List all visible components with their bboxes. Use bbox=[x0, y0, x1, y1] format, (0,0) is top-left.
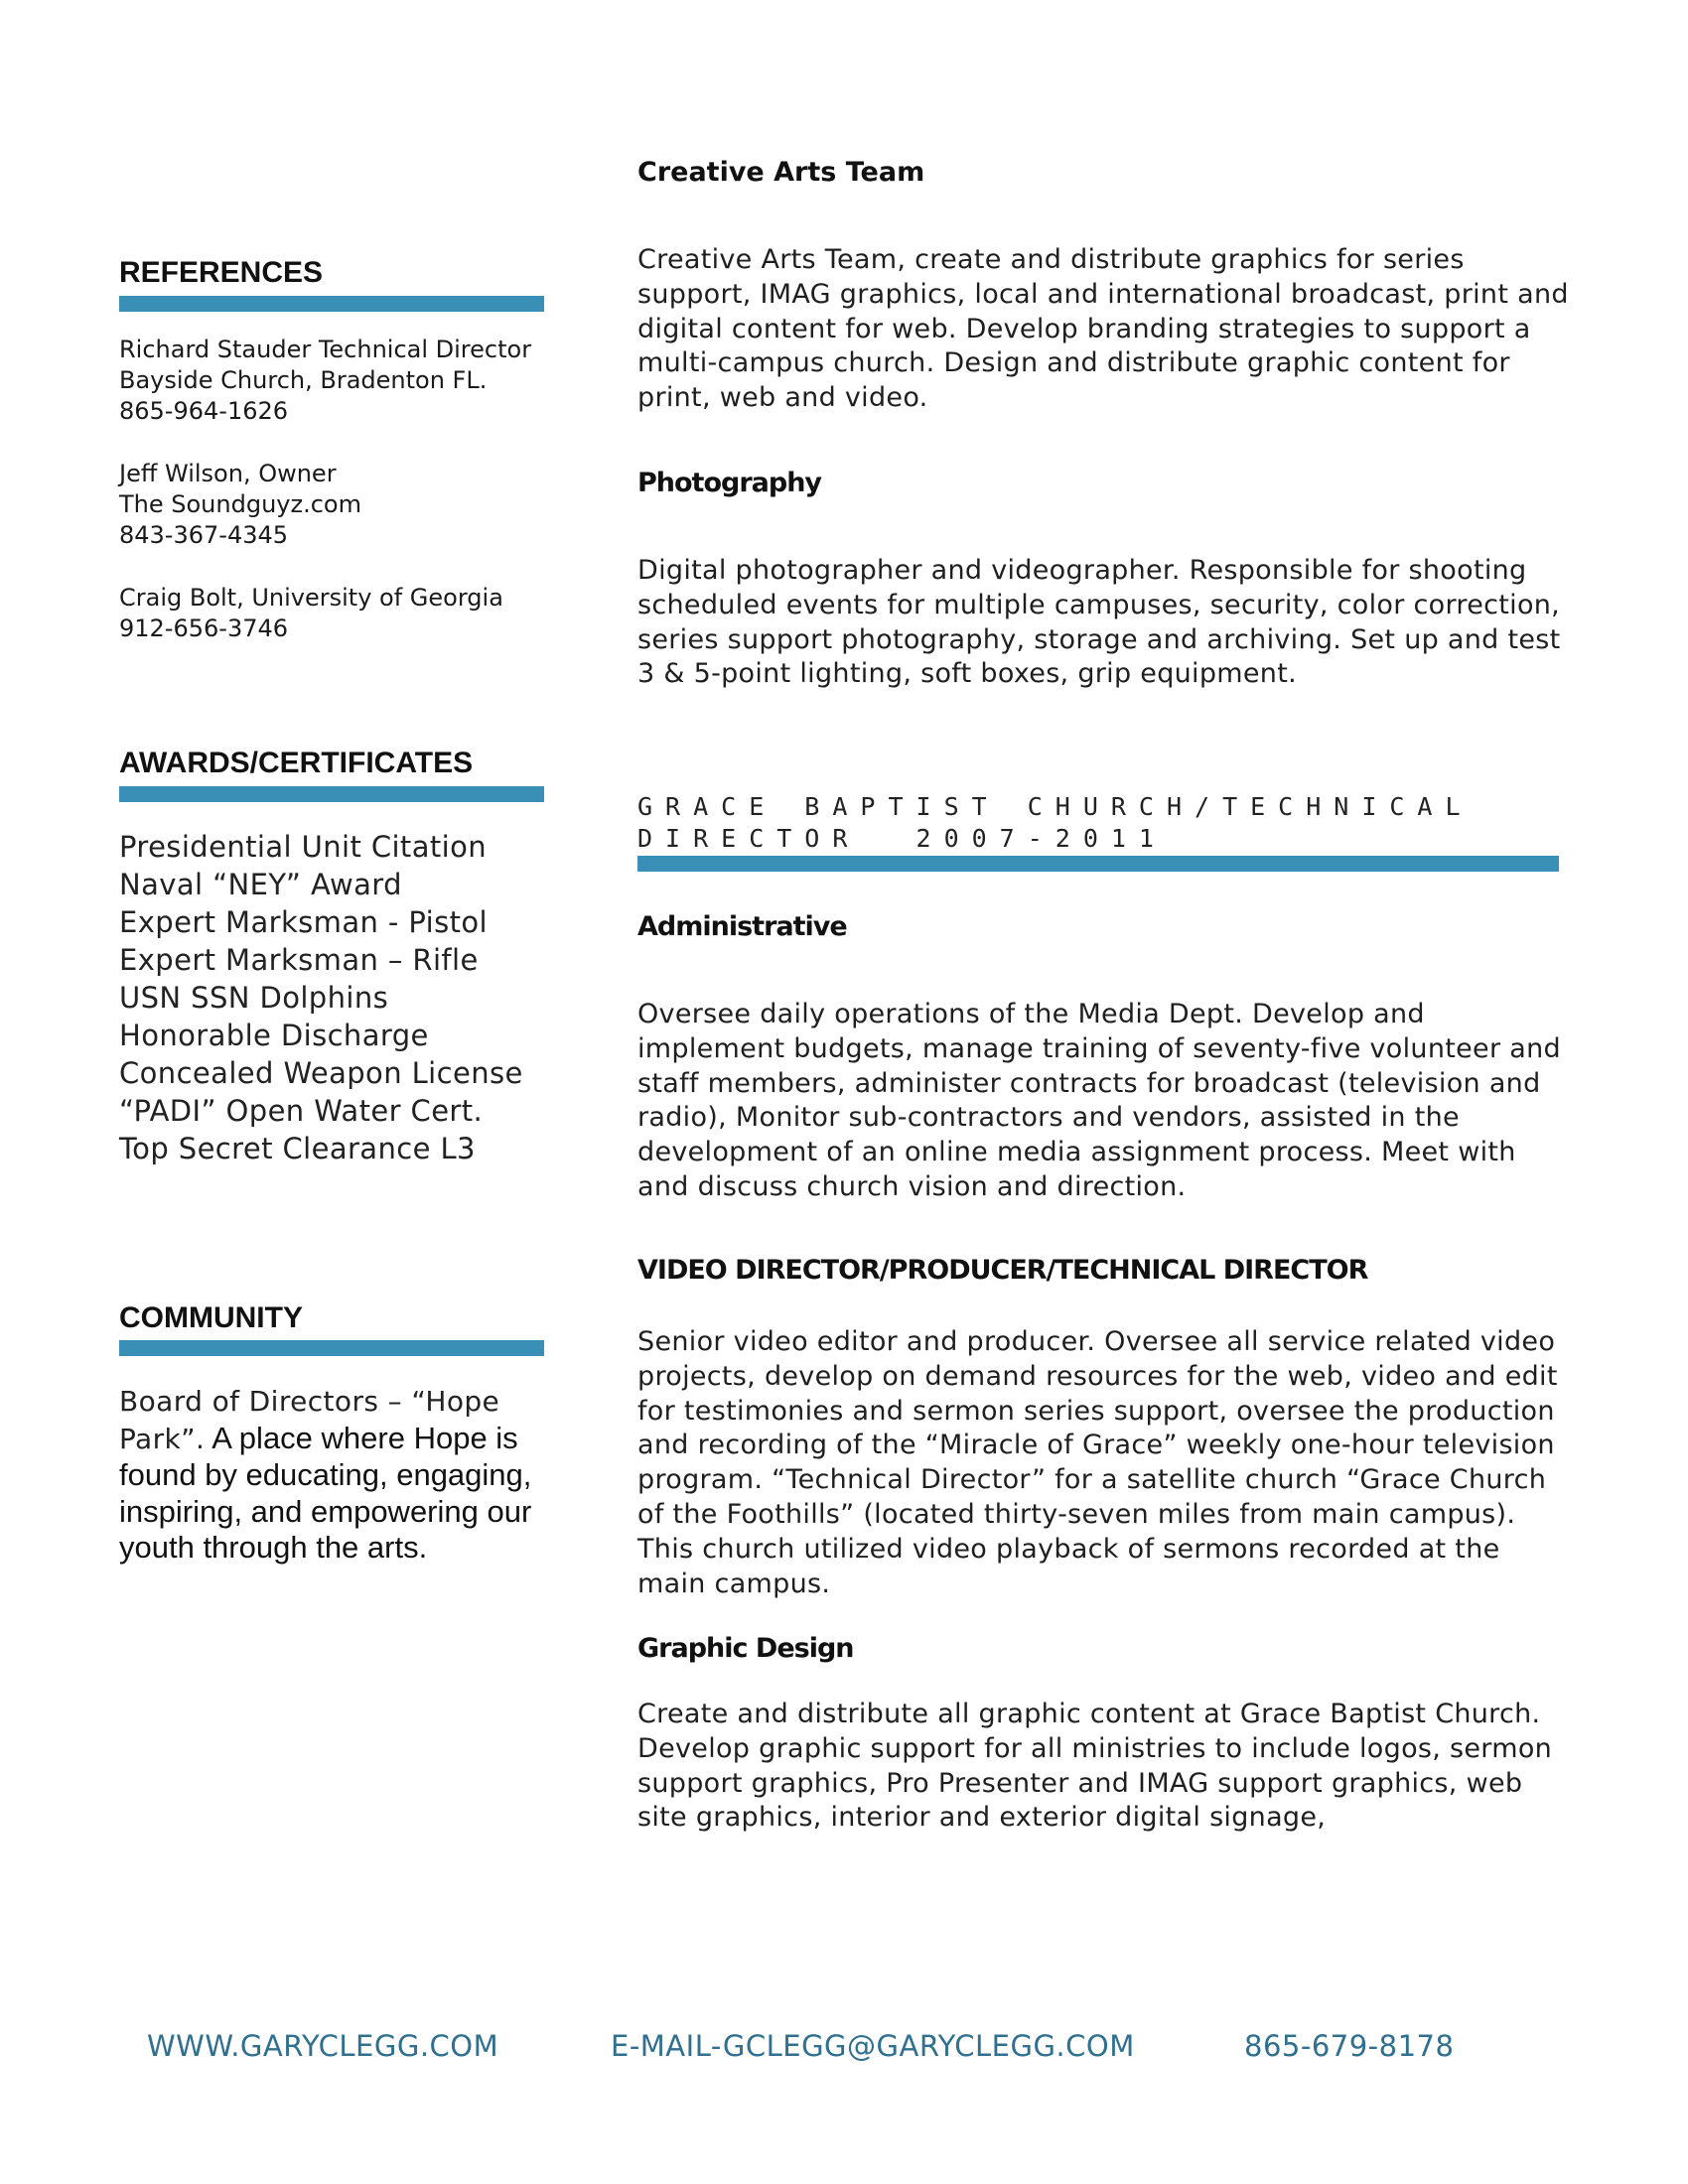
job-rule bbox=[637, 856, 1559, 872]
awards-list bbox=[119, 828, 523, 1167]
award-item: Presidential Unit Citation bbox=[119, 830, 488, 864]
award-item: Concealed Weapon License bbox=[119, 1056, 523, 1090]
reference-line: Craig Bolt, University of Georgia bbox=[119, 584, 503, 612]
references-list bbox=[119, 335, 531, 644]
reference-line: Richard Stauder Technical Director bbox=[119, 336, 532, 363]
footer-phone[interactable]: 865-679-8178 bbox=[1244, 2029, 1455, 2063]
reference-spacer bbox=[119, 427, 531, 459]
job-title-line: DIRECTOR 2007-2011 bbox=[637, 824, 1167, 853]
creative-arts-heading: Creative Arts Team bbox=[637, 157, 925, 188]
job-title-line: GRACE BAPTIST CHURCH/TECHNICAL bbox=[637, 792, 1474, 821]
reference-line: Bayside Church, Bradenton FL. bbox=[119, 366, 488, 394]
community-role: Board of Directors – “Hope Park”. bbox=[119, 1385, 500, 1455]
award-item: Naval “NEY” Award bbox=[119, 868, 402, 901]
graphic-design-body: Create and distribute all graphic content at Grace Baptist Church. Develop graphic support for all ministries to include logos, sermon support graphics, Pro Presenter and IMAG support graphics, web site graphics, interior and exterior digital signage, bbox=[637, 1699, 1553, 1834]
administrative-body: Oversee daily operations of the Media Dept. Develop and implement budgets, manage training of seventy-five volunteer and staff members, administer contracts for broadcast (television and radio), Monitor sub-contractors and vendors, assisted in the development of an online media assignment process. Meet with and discuss church vision and direction. bbox=[637, 999, 1561, 1202]
photography-body: Digital photographer and videographer. Responsible for shooting scheduled events for multiple campuses, security, color correction, series support photography, storage and archiving. Set up and test 3 & 5-point lighting, soft boxes, grip equipment. bbox=[637, 555, 1561, 690]
award-item: Expert Marksman – Rifle bbox=[119, 943, 479, 977]
creative-arts-body: Creative Arts Team, create and distribute graphics for series support, IMAG graphics, local and international broadcast, print and digital content for web. Develop branding strategies to support a multi-campus church. Design and distribute graphic content for print, web and video. bbox=[637, 244, 1569, 414]
footer-email[interactable]: E-MAIL-GCLEGG@GARYCLEGG.COM bbox=[611, 2029, 1135, 2063]
reference-line: 843-367-4345 bbox=[119, 521, 289, 549]
community-heading: COMMUNITY bbox=[119, 1301, 303, 1334]
award-item: “PADI” Open Water Cert. bbox=[119, 1094, 484, 1128]
footer-website[interactable]: WWW.GARYCLEGG.COM bbox=[147, 2029, 499, 2063]
reference-line: The Soundguyz.com bbox=[119, 490, 361, 518]
graphic-design-heading: Graphic Design bbox=[637, 1633, 854, 1664]
community-description: A place where Hope is found by educating, engaging, inspiring, and empowering our youth through the arts. bbox=[119, 1420, 532, 1565]
community-text bbox=[119, 1383, 556, 1567]
photography-heading: Photography bbox=[637, 468, 822, 498]
references-heading: REFERENCES bbox=[119, 256, 324, 289]
community-rule bbox=[119, 1340, 544, 1356]
award-item: Expert Marksman - Pistol bbox=[119, 905, 488, 939]
video-director-body: Senior video editor and producer. Oversee all service related video projects, develop on demand resources for the web, video and edit for testimonies and sermon series support, oversee the production and recording of the “Miracle of Grace” weekly one-hour television program. “Technical Director” for a satellite church “Grace Church of the Foothills” (located thirty-seven miles from main campus). This church utilized video playback of sermons recorded at the main campus. bbox=[637, 1326, 1558, 1599]
job-title bbox=[637, 791, 1571, 855]
video-director-heading: VIDEO DIRECTOR/PRODUCER/TECHNICAL DIRECTOR bbox=[637, 1255, 1368, 1286]
reference-line: 912-656-3746 bbox=[119, 614, 289, 642]
reference-spacer bbox=[119, 551, 531, 583]
reference-line: Jeff Wilson, Owner bbox=[119, 460, 337, 487]
awards-rule bbox=[119, 786, 544, 802]
award-item: Honorable Discharge bbox=[119, 1019, 429, 1052]
references-rule bbox=[119, 296, 544, 312]
reference-line: 865-964-1626 bbox=[119, 397, 289, 425]
awards-heading: AWARDS/CERTIFICATES bbox=[119, 747, 474, 779]
administrative-heading: Administrative bbox=[637, 911, 847, 942]
award-item: Top Secret Clearance L3 bbox=[119, 1132, 476, 1165]
award-item: USN SSN Dolphins bbox=[119, 981, 389, 1015]
